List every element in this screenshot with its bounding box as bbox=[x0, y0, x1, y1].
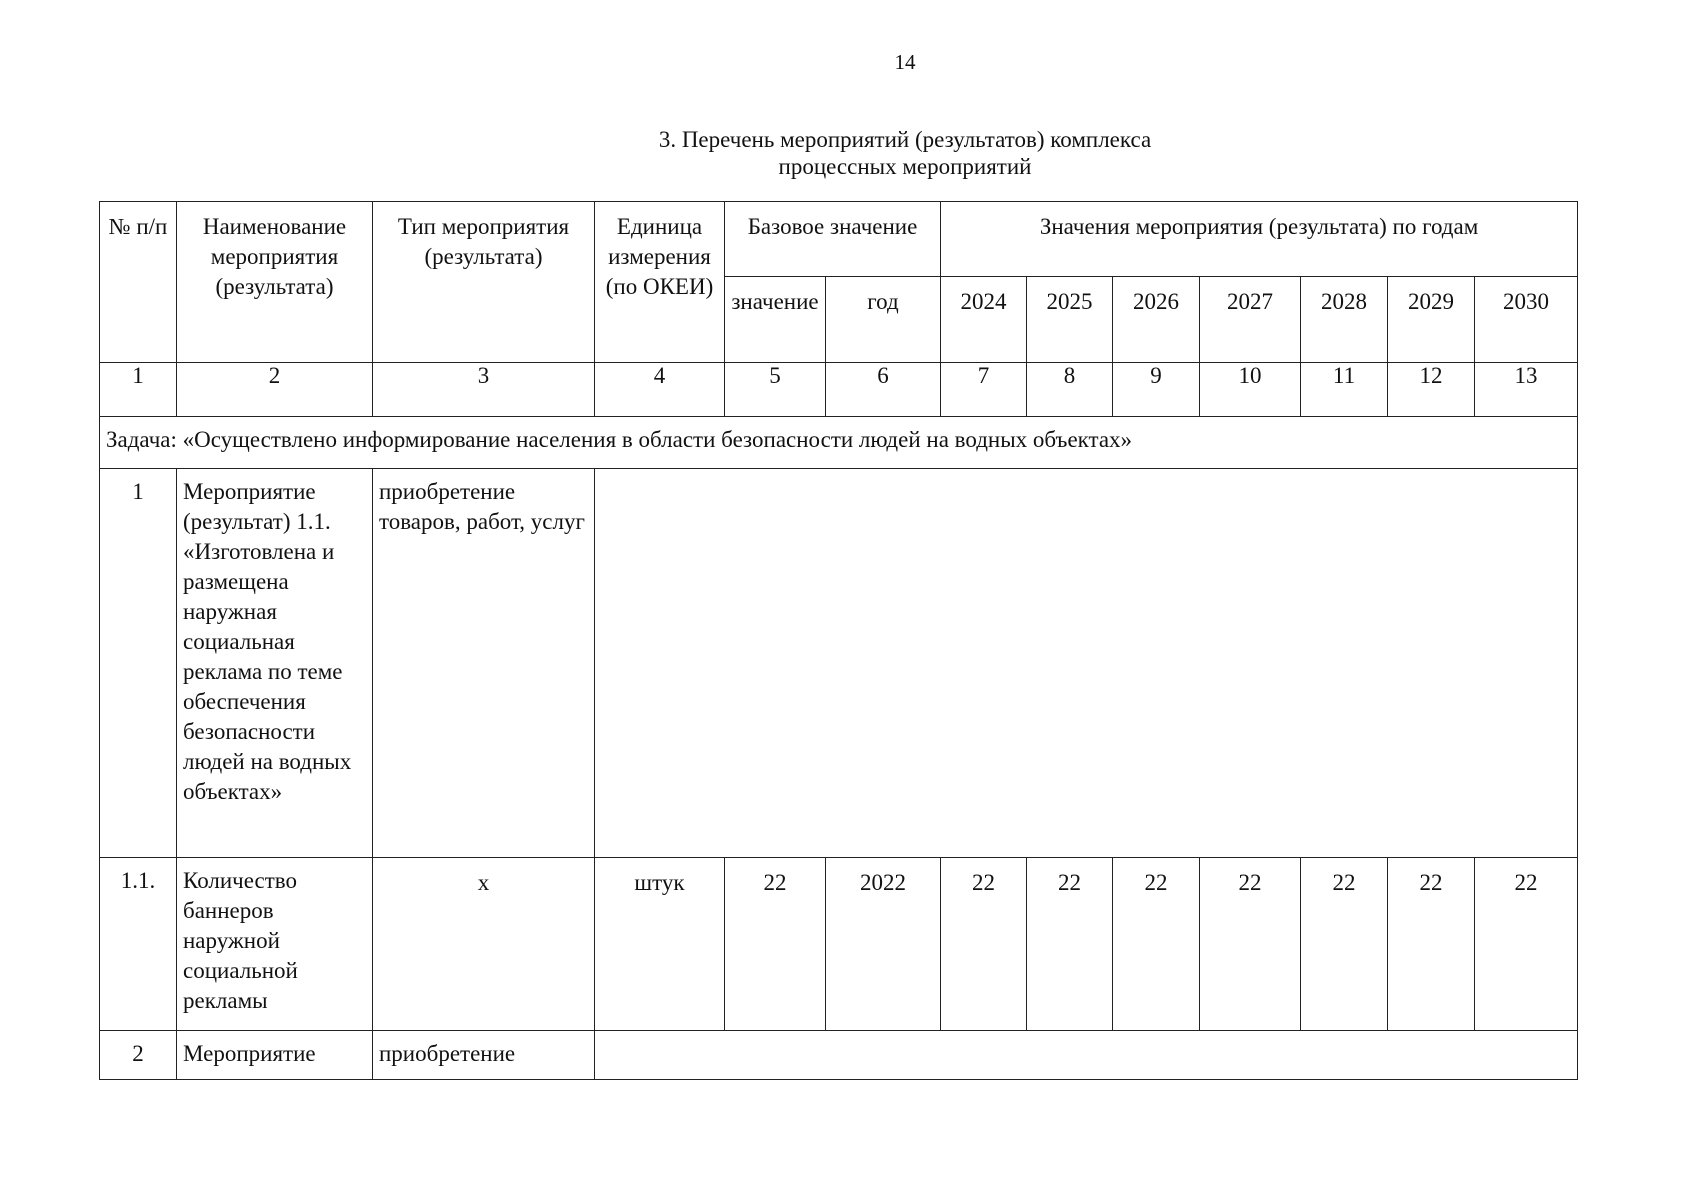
column-number: 2 bbox=[177, 363, 373, 417]
column-number-row bbox=[100, 363, 1578, 417]
row-type: x bbox=[373, 858, 595, 1031]
row-name: Мероприятие (результат) 1.1. «Изготовлена и размещена наружная социальная реклама по теме обеспечения безопасности людей на водных объектах» bbox=[177, 469, 373, 858]
header-year-2030: 2030 bbox=[1475, 277, 1578, 363]
row-type: приобретение товаров, работ, услуг bbox=[373, 469, 595, 858]
table-row bbox=[100, 469, 1578, 858]
header-row-1 bbox=[100, 202, 1578, 277]
column-number: 12 bbox=[1388, 363, 1475, 417]
row-empty-merged bbox=[595, 1031, 1578, 1080]
column-number: 4 bbox=[595, 363, 725, 417]
header-base-year: год bbox=[826, 277, 941, 363]
row-value-2025: 22 bbox=[1027, 858, 1113, 1031]
header-type: Тип мероприятия (результата) bbox=[373, 202, 595, 363]
table-row bbox=[100, 858, 1578, 1031]
row-empty-merged bbox=[595, 469, 1578, 858]
header-unit: Единица измерения (по ОКЕИ) bbox=[595, 202, 725, 363]
row-num: 1 bbox=[100, 469, 177, 858]
header-year-2025: 2025 bbox=[1027, 277, 1113, 363]
header-year-2028: 2028 bbox=[1301, 277, 1388, 363]
section-title-line-2: процессных мероприятий bbox=[778, 154, 1032, 179]
header-base-value: значение bbox=[725, 277, 826, 363]
column-number: 13 bbox=[1475, 363, 1578, 417]
column-number: 8 bbox=[1027, 363, 1113, 417]
activities-table bbox=[99, 201, 1578, 1080]
header-year-2026: 2026 bbox=[1113, 277, 1200, 363]
header-base: Базовое значение bbox=[725, 202, 941, 277]
column-number: 6 bbox=[826, 363, 941, 417]
column-number: 9 bbox=[1113, 363, 1200, 417]
header-year-2029: 2029 bbox=[1388, 277, 1475, 363]
row-name: Количество баннеров наружной социальной рекламы bbox=[177, 858, 373, 1031]
column-number: 7 bbox=[941, 363, 1027, 417]
header-year-2027: 2027 bbox=[1200, 277, 1301, 363]
header-name: Наименование мероприятия (результата) bbox=[177, 202, 373, 363]
header-year-2024: 2024 bbox=[941, 277, 1027, 363]
row-value-2028: 22 bbox=[1301, 858, 1388, 1031]
row-type: приобретение bbox=[373, 1031, 595, 1080]
task-text: Задача: «Осуществлено информирование населения в области безопасности людей на водных объектах» bbox=[100, 417, 1578, 469]
header-years-group: Значения мероприятия (результата) по годам bbox=[941, 202, 1578, 277]
column-number: 5 bbox=[725, 363, 826, 417]
row-value-2027: 22 bbox=[1200, 858, 1301, 1031]
column-number: 11 bbox=[1301, 363, 1388, 417]
section-title bbox=[0, 126, 1697, 180]
row-base-value: 22 bbox=[725, 858, 826, 1031]
column-number: 3 bbox=[373, 363, 595, 417]
row-name: Мероприятие bbox=[177, 1031, 373, 1080]
row-base-year: 2022 bbox=[826, 858, 941, 1031]
task-row bbox=[100, 417, 1578, 469]
table-row bbox=[100, 1031, 1578, 1080]
row-num: 2 bbox=[100, 1031, 177, 1080]
row-value-2030: 22 bbox=[1475, 858, 1578, 1031]
column-number: 1 bbox=[100, 363, 177, 417]
section-title-line-1: 3. Перечень мероприятий (результатов) комплекса bbox=[658, 127, 1152, 152]
row-value-2026: 22 bbox=[1113, 858, 1200, 1031]
header-num: № п/п bbox=[100, 202, 177, 363]
column-number: 10 bbox=[1200, 363, 1301, 417]
row-value-2029: 22 bbox=[1388, 858, 1475, 1031]
row-value-2024: 22 bbox=[941, 858, 1027, 1031]
row-num: 1.1. bbox=[100, 858, 177, 1031]
row-unit: штук bbox=[595, 858, 725, 1031]
page-number: 14 bbox=[894, 50, 916, 74]
